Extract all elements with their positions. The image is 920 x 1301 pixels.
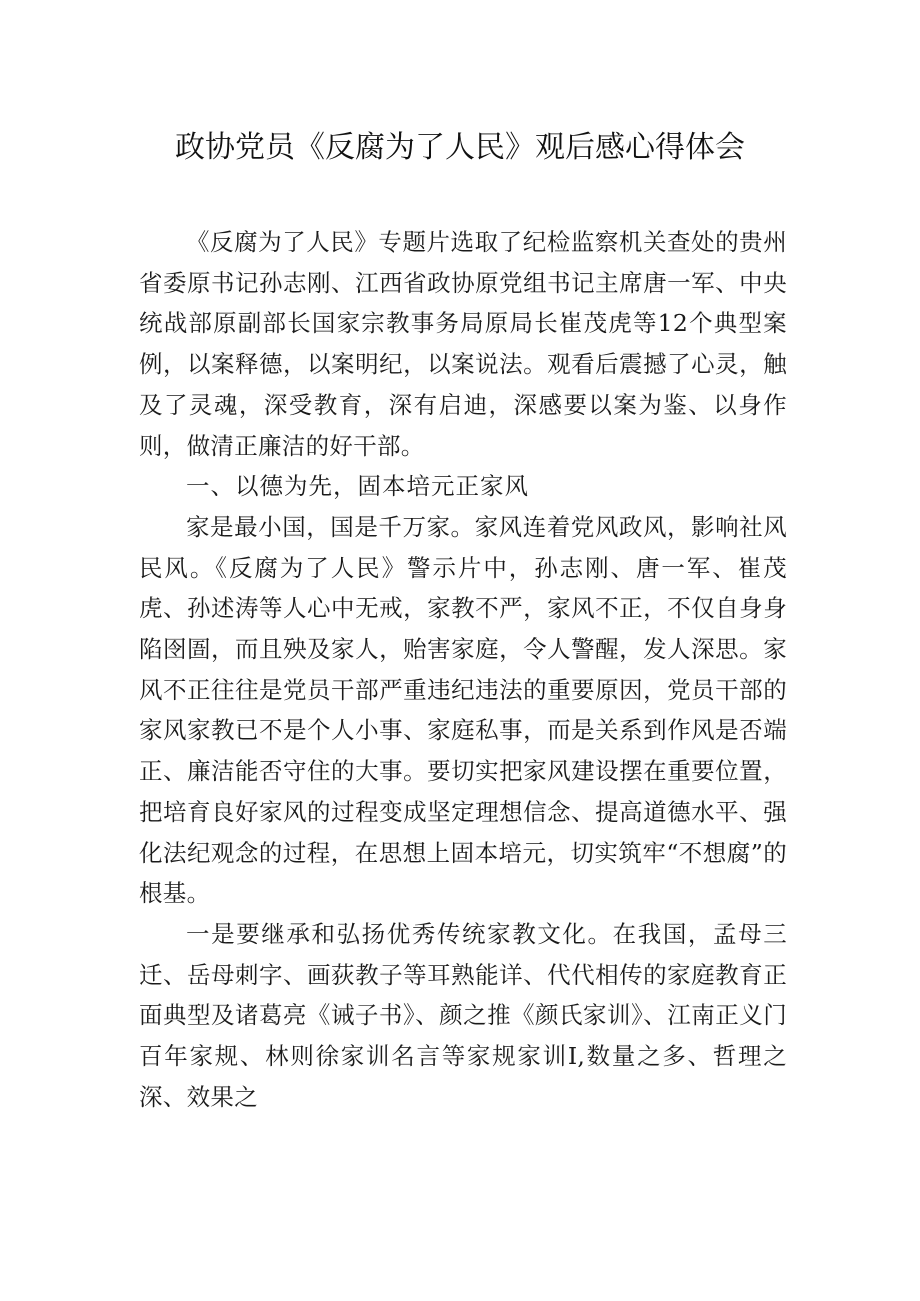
paragraph-family-style: 家是最小国，国是千万家。家风连着党风政风，影响社风民风。《反腐为了人民》警示片中，孙志刚、唐一军、崔茂虎、孙述涛等人心中无戒，家教不严，家风不正，不仅自身身陷囹圄，而且殃及家人，贻害家庭，令人警醒，发人深思。家风不正往往是党员干部严重违纪违法的重要原因，党员干部的家风家教已不是个人小事、家庭私事，而是关系到作风是否端正、廉洁能否守住的大事。要切实把家风建设摆在重要位置，把培育良好家风的过程变成坚定理想信念、提高道德水平、强化法纪观念的过程，在思想上固本培元，切实筑牢“不想腐”的根基。: [139, 512, 787, 908]
section-heading-1: 一、以德为先，固本培元正家风: [186, 472, 529, 501]
document-body: [139, 222, 787, 1117]
document-title: 政协党员《反腐为了人民》观后感心得体会: [175, 130, 745, 165]
paragraph-tradition: 一是要继承和弘扬优秀传统家教文化。在我国，孟母三迁、岳母刺字、画荻教子等耳熟能详、代代相传的家庭教育正面典型及诸葛亮《诫子书》、颜之推《颜氏家训》、江南正义门百年家规、林则徐家训名言等家规家训I,数量之多、哲理之深、效果之: [139, 919, 787, 1111]
paragraph-intro: 《反腐为了人民》专题片选取了纪检监察机关查处的贵州省委原书记孙志刚、江西省政协原党组书记主席唐一军、中央统战部原副部长国家宗教事务局原局长崔茂虎等12个典型案例，以案释德，以案明纪，以案说法。观看后震撼了心灵，触及了灵魂，深受教育，深有启迪，深感要以案为鉴、以身作则，做清正廉洁的好干部。: [139, 228, 787, 460]
